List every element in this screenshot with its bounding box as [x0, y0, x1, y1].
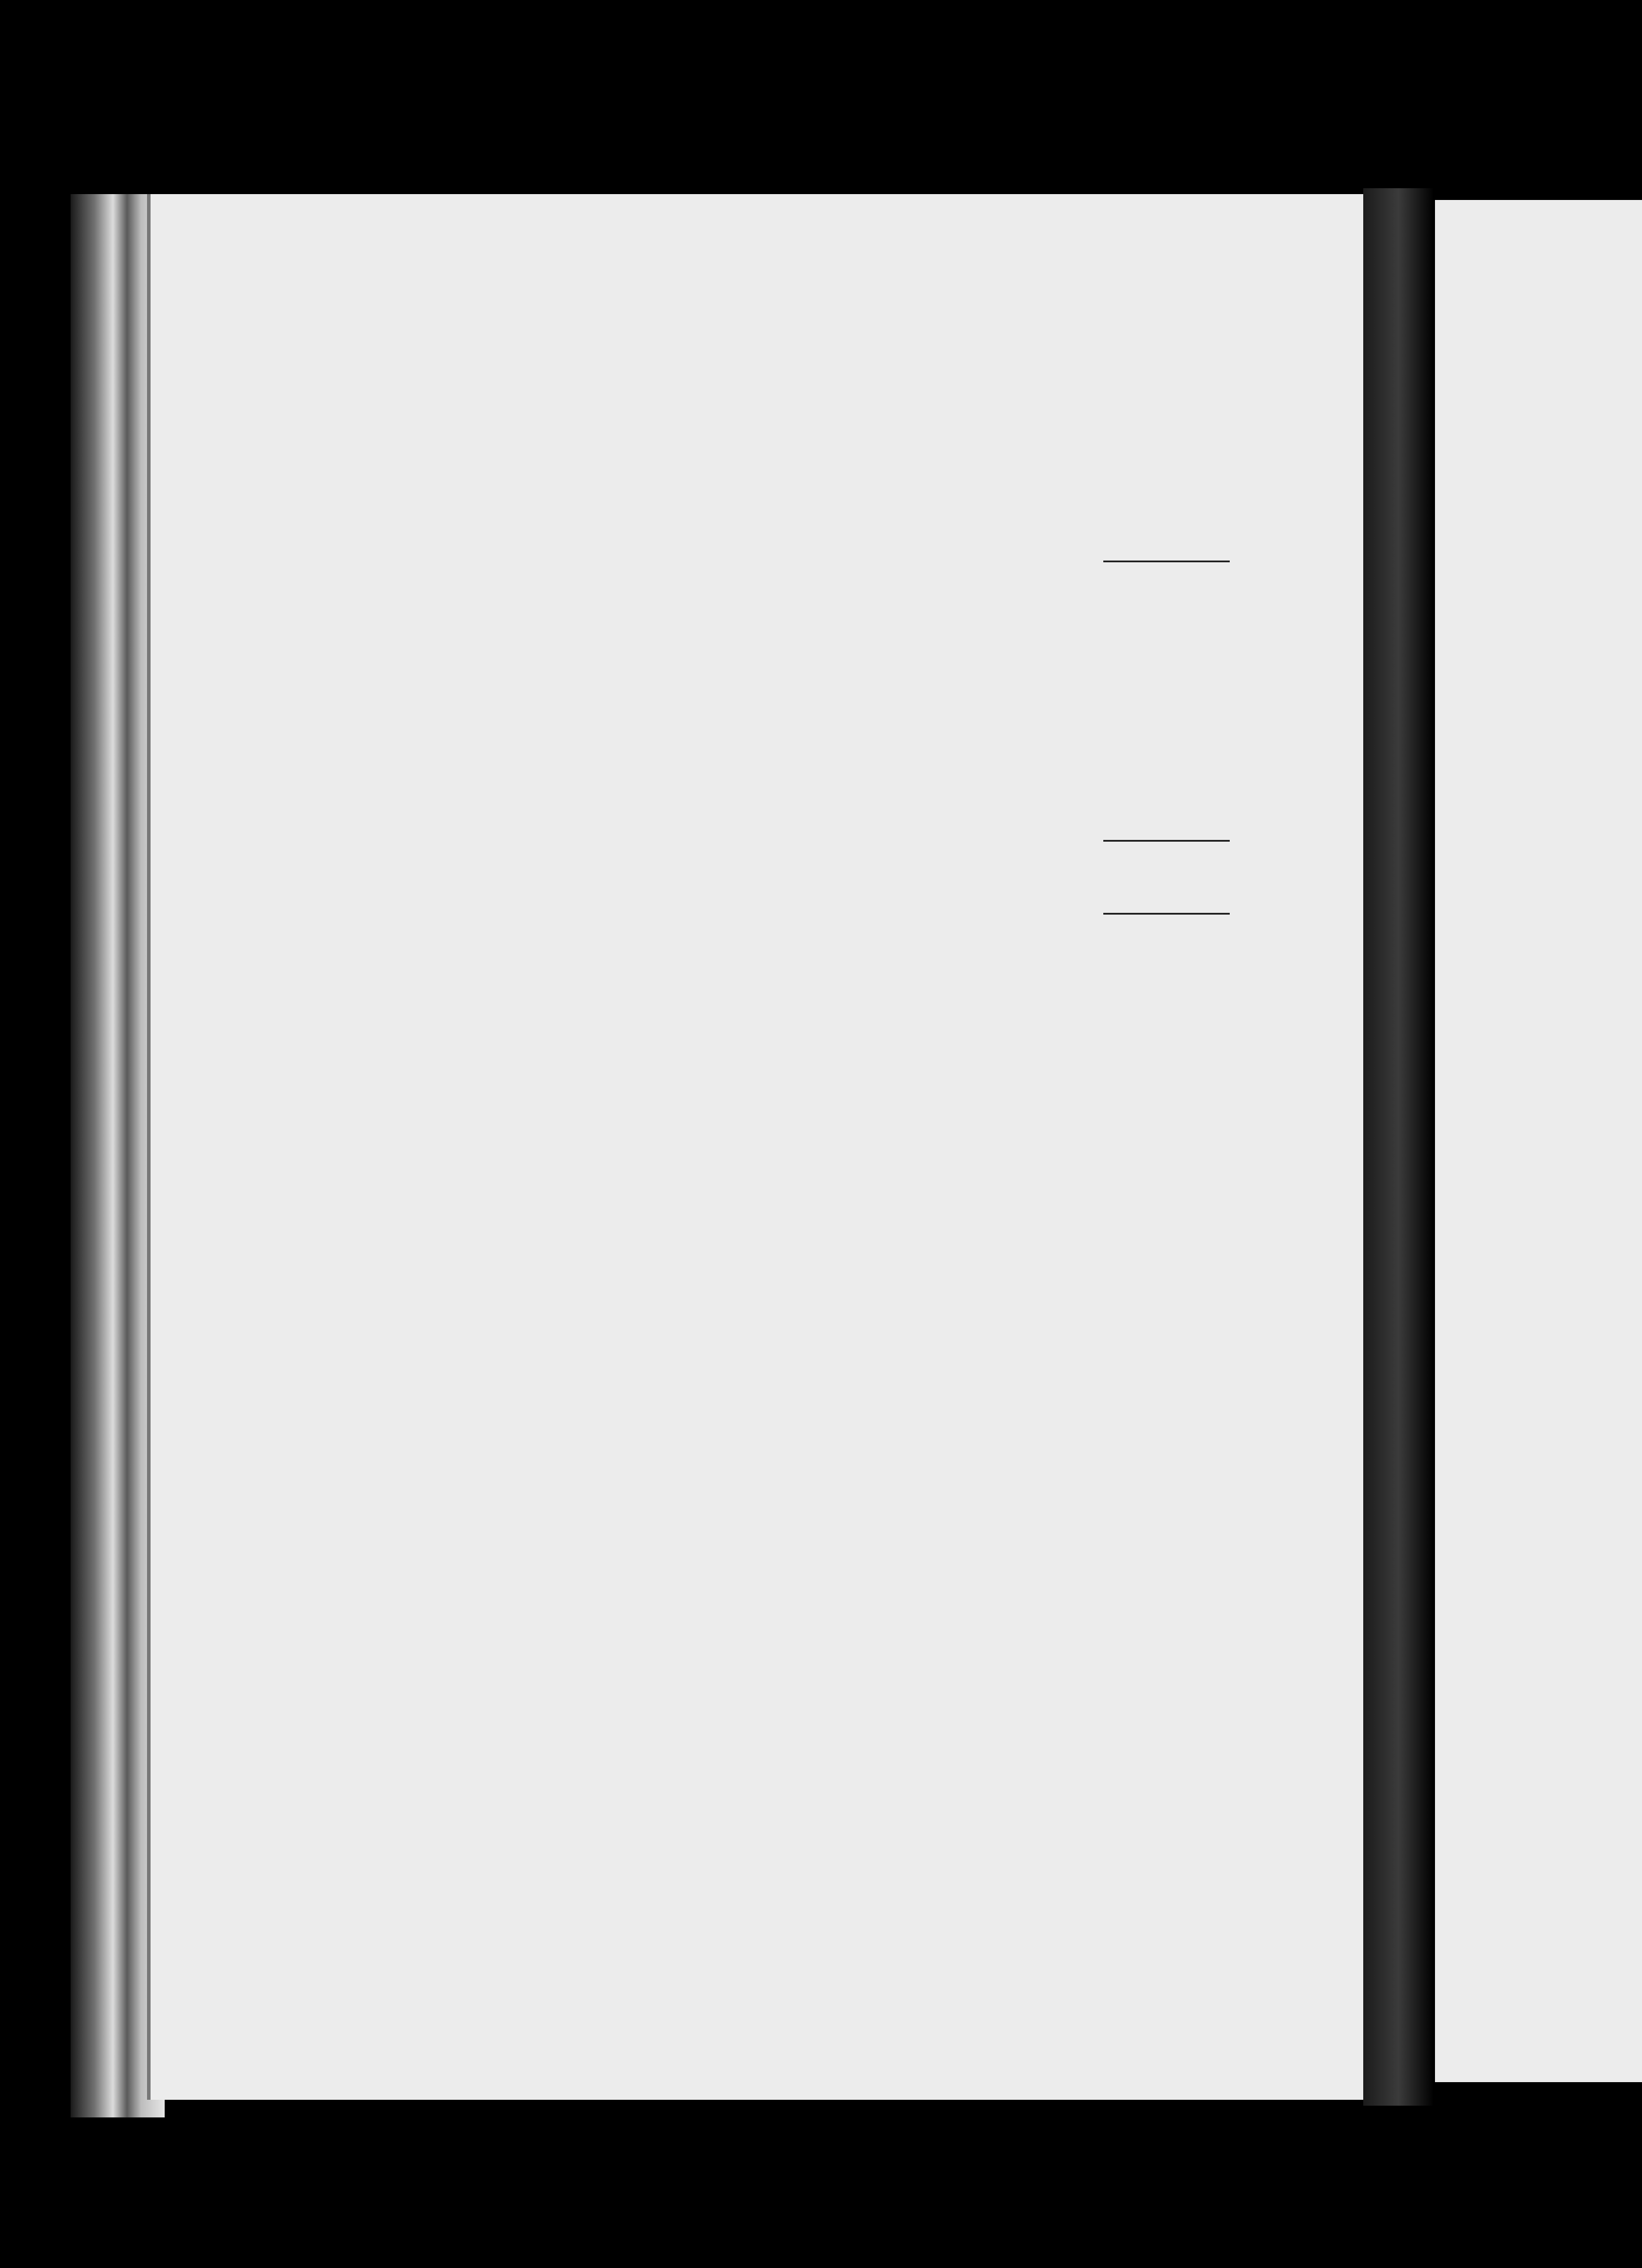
left-page [147, 194, 1368, 2100]
page-gutter [1363, 188, 1434, 2106]
still-rule [1103, 913, 1230, 915]
total-rule [1103, 561, 1230, 562]
balance-rule [1103, 840, 1230, 842]
right-page-fragment [1435, 200, 1642, 2082]
